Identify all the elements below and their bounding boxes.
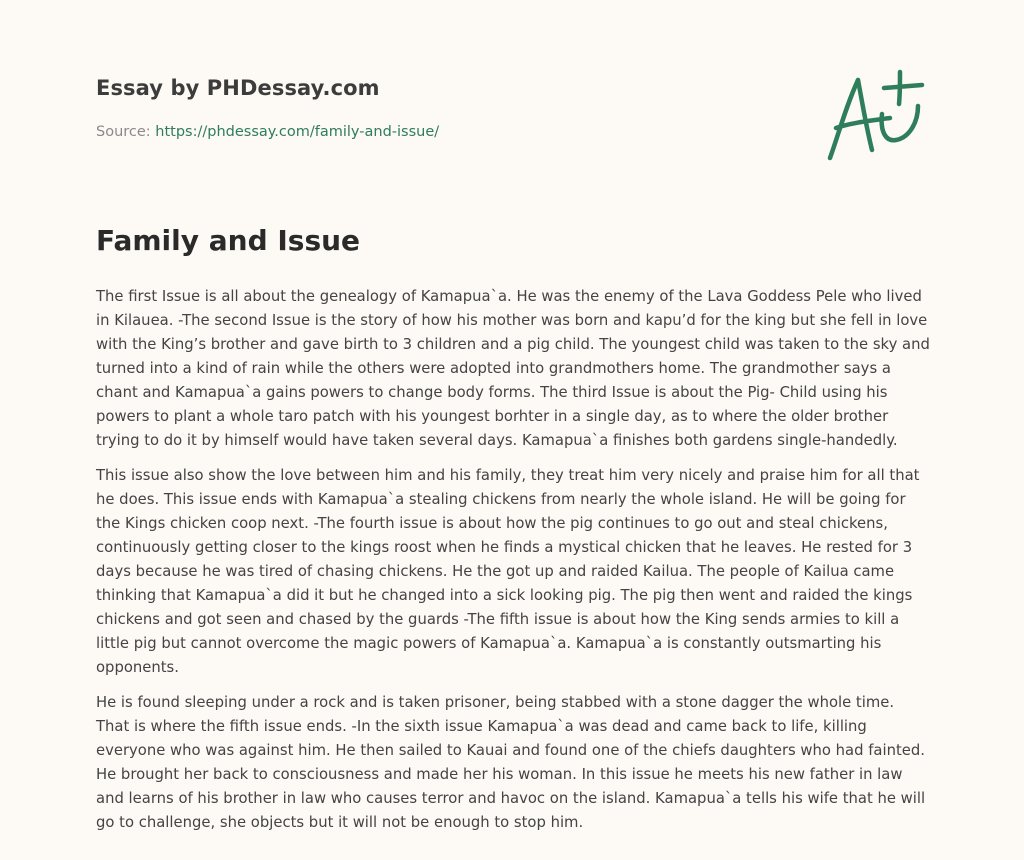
source-label: Source: — [96, 124, 151, 140]
a-plus-logo-icon — [820, 66, 930, 166]
source-link[interactable]: https://phdessay.com/family-and-issue/ — [155, 124, 440, 140]
site-brand: Essay by PHDessay.com — [96, 76, 380, 100]
essay-paragraph: The first Issue is all about the genealogy of Kamapua`a. He was the enemy of the Lava Goddess Pele who lived in Kilauea. -The second Issue is the story of how his mother was born and kapu’d for the king but she fell in love with the King’s brother and gave birth to 3 children and a pig child. The youngest child was taken to the sky and turned into a kind of rain while the others were adopted into grandmothers home. The grandmother says a chant and Kamapua`a gains powers to change body forms. The third Issue is about the Pig- Child using his powers to plant a whole taro patch with his youngest borhter in a single day, as to where the older brother trying to do it by himself would have taken several days. Kamapua`a finishes both gardens single-handedly. — [96, 288, 930, 449]
essay-paragraph: He is found sleeping under a rock and is taken prisoner, being stabbed with a stone dagger the whole time. That is where the fifth issue ends. -In the sixth issue Kamapua`a was dead and came back to life, killing everyone who was against him. He then sailed to Kauai and found one of the chiefs daughters who had fainted. He brought her back to consciousness and made her his woman. In this issue he meets his new father in law and learns of his brother in law who causes terror and havoc on the island. Kamapua`a tells his wife that he will go to challenge, she objects but it will not be enough to stop him. — [96, 694, 926, 831]
source-line — [96, 124, 439, 140]
page-title: Family and Issue — [96, 224, 361, 257]
essay-paragraph: This issue also show the love between him and his family, they treat him very nicely and praise him for all that he does. This issue ends with Kamapua`a stealing chickens from nearly the whole island. He will be going for the Kings chicken coop next. -The fourth issue is about how the pig continues to go out and steal chickens, continuously getting closer to the kings roost when he finds a mystical chicken that he leaves. He rested for 3 days because he was tired of chasing chickens. He the got up and raided Kailua. The people of Kailua came thinking that Kamapua`a did it but he changed into a sick looking pig. The pig then went and raided the kings chickens and got seen and chased by the guards -The fifth issue is about how the King sends armies to kill a little pig but cannot overcome the magic powers of Kamapua`a. Kamapua`a is constantly outsmarting his opponents. — [96, 467, 920, 676]
essay-body — [96, 285, 932, 846]
